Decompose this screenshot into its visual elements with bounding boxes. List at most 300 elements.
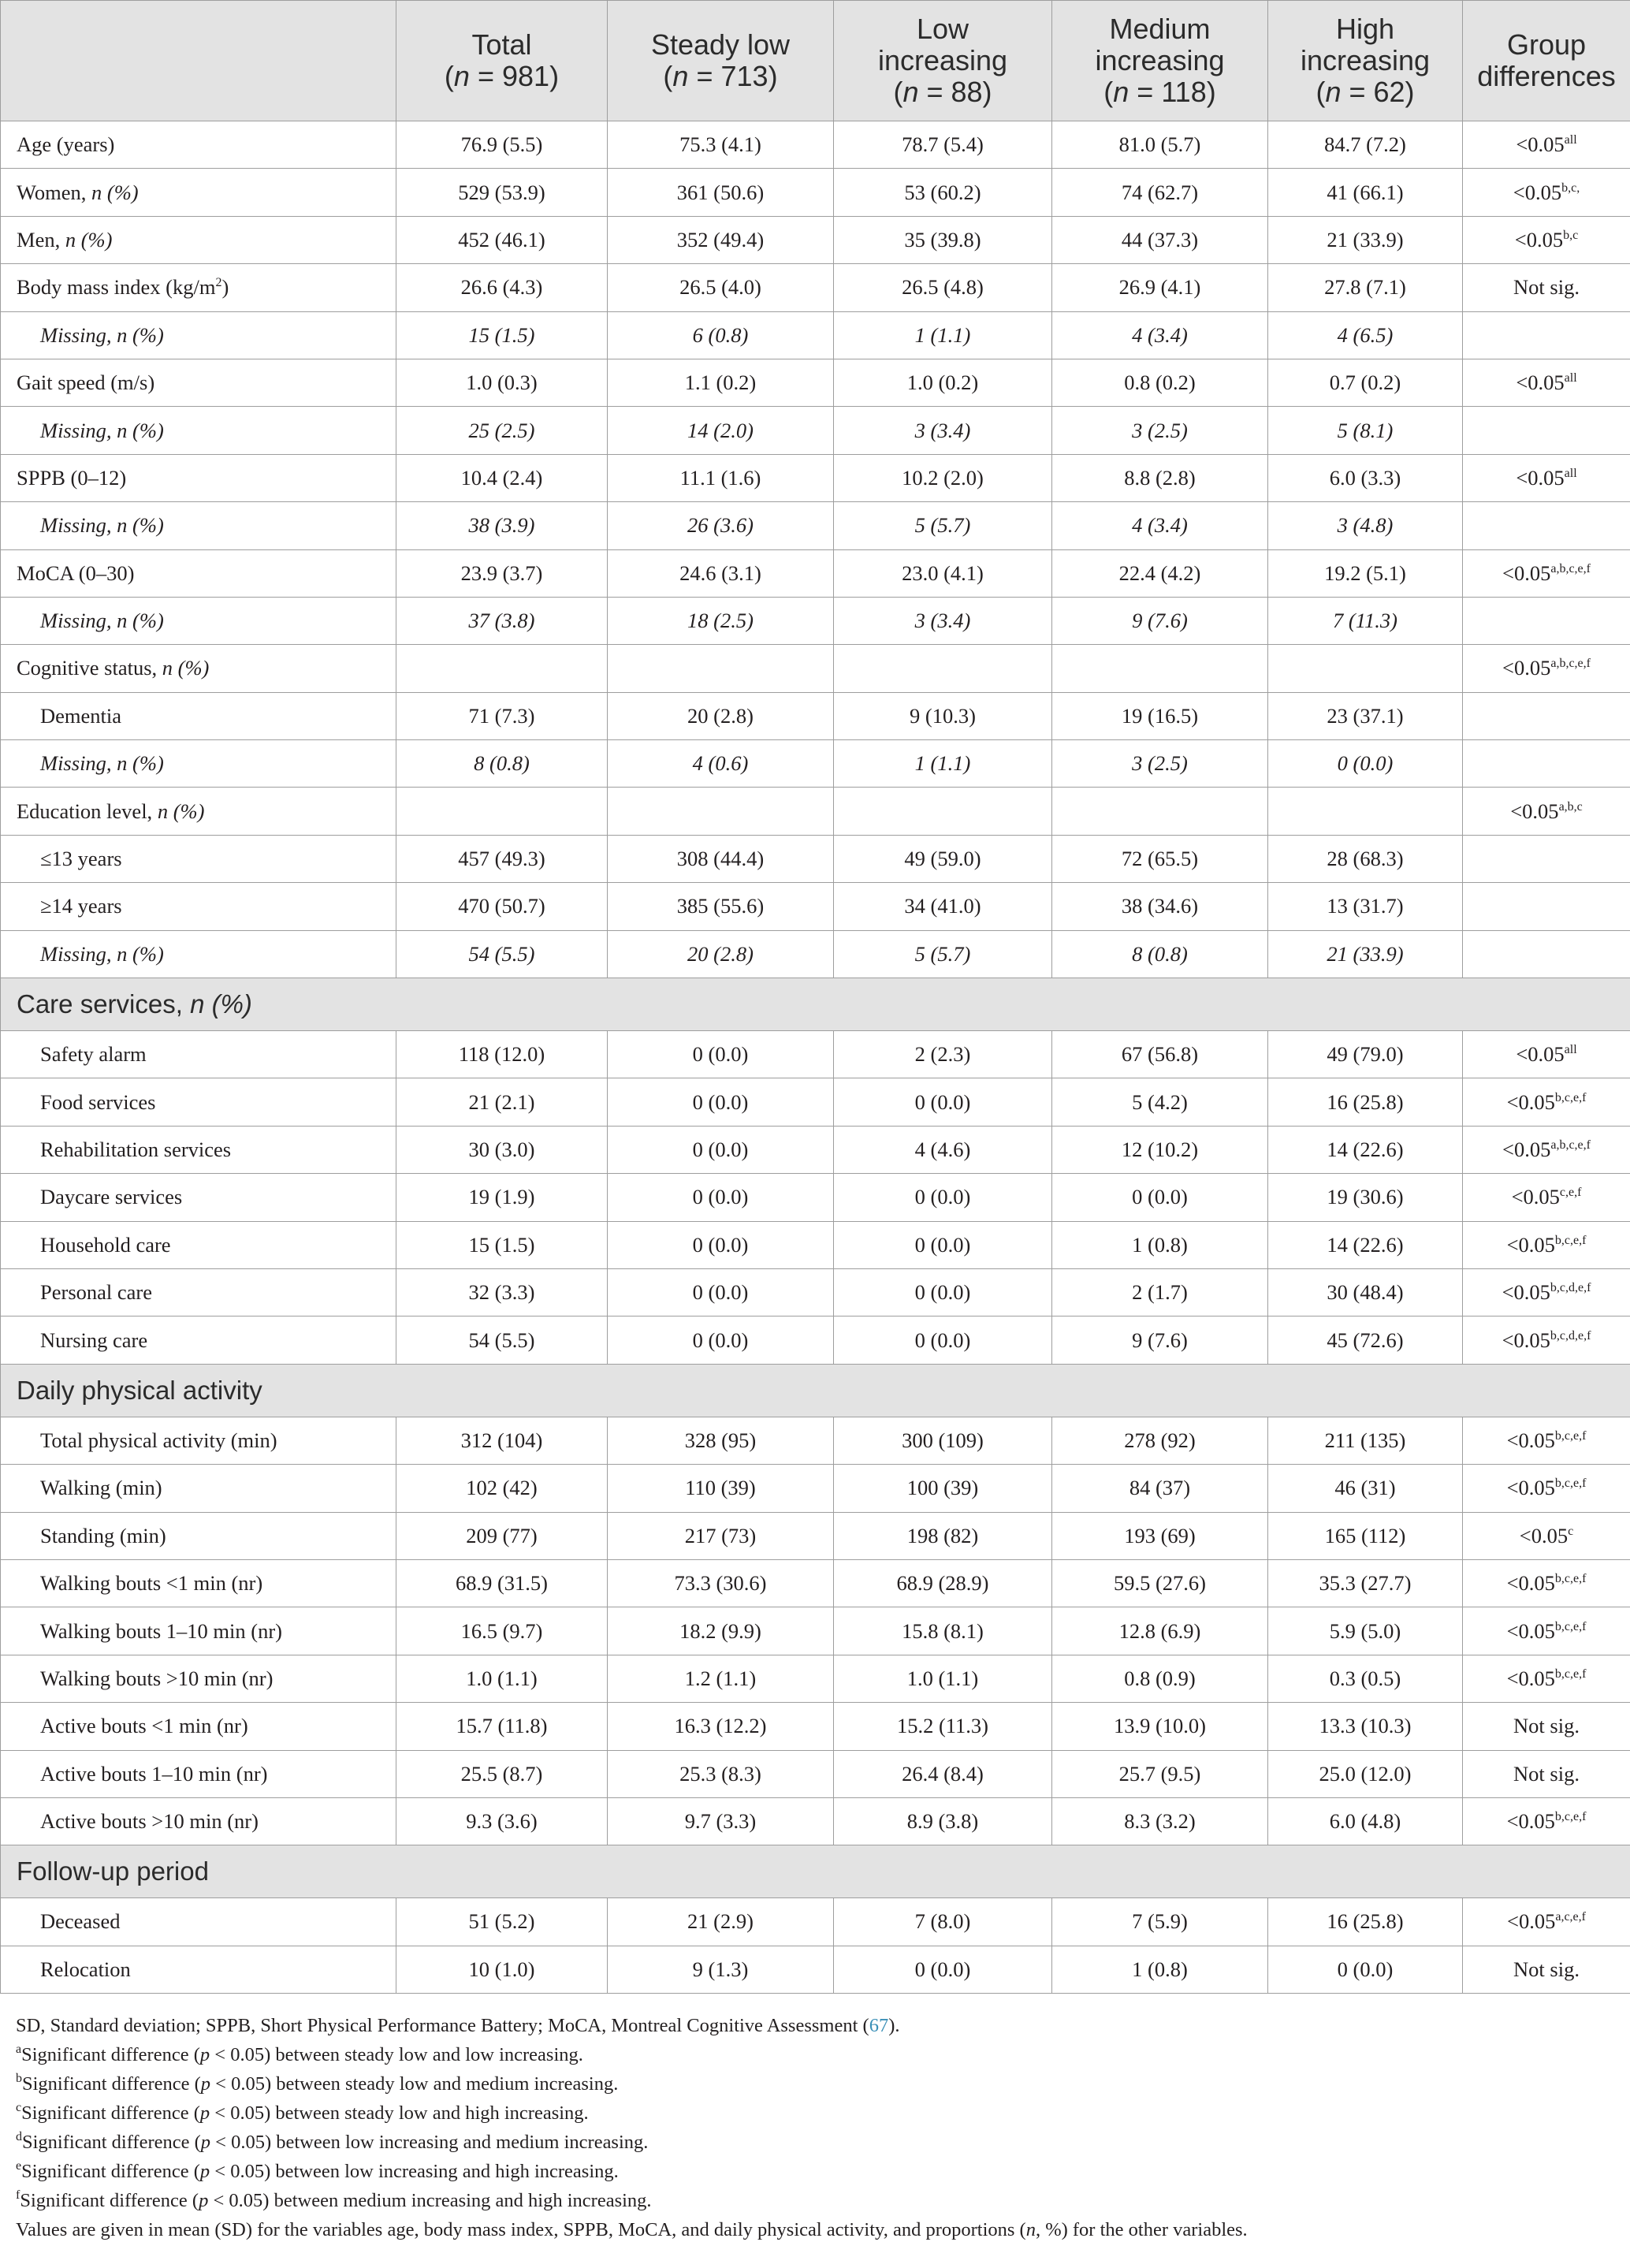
significance-marker: b,c,e,f	[1554, 1090, 1587, 1104]
cell-steady-low: 217 (73)	[608, 1512, 834, 1559]
cell-total	[396, 645, 608, 692]
cell-high-increasing: 0 (0.0)	[1268, 1946, 1463, 1993]
table-row	[1, 1126, 1630, 1173]
cell-medium-increasing	[1052, 645, 1268, 692]
significance-marker: c	[1568, 1524, 1574, 1538]
cell-total: 30 (3.0)	[396, 1126, 608, 1173]
cell-group-differences: Not sig.	[1463, 264, 1630, 311]
cell-medium-increasing	[1052, 788, 1268, 835]
row-label: Walking (min)	[1, 1465, 396, 1512]
cell-medium-increasing: 2 (1.7)	[1052, 1268, 1268, 1316]
cell-total: 118 (12.0)	[396, 1031, 608, 1078]
row-label: ≥14 years	[1, 883, 396, 930]
table-row	[1, 1607, 1630, 1655]
cell-low-increasing: 78.7 (5.4)	[834, 121, 1052, 169]
cell-steady-low: 1.1 (0.2)	[608, 359, 834, 406]
cell-group-differences	[1463, 930, 1630, 978]
cell-medium-increasing: 25.7 (9.5)	[1052, 1750, 1268, 1797]
table-row	[1, 1797, 1630, 1845]
table-row	[1, 1512, 1630, 1559]
cell-medium-increasing: 278 (92)	[1052, 1417, 1268, 1464]
cell-steady-low: 18 (2.5)	[608, 597, 834, 644]
cell-total: 209 (77)	[396, 1512, 608, 1559]
cell-low-increasing: 1.0 (1.1)	[834, 1655, 1052, 1702]
cell-group-differences: $<0.05^{b,c,d,e,f}$	[1463, 1268, 1630, 1316]
row-label: Active bouts <1 min (nr)	[1, 1703, 396, 1750]
cell-high-increasing: 14 (22.6)	[1268, 1126, 1463, 1173]
cell-high-increasing: 211 (135)	[1268, 1417, 1463, 1464]
cell-medium-increasing: 59.5 (27.6)	[1052, 1559, 1268, 1607]
cell-total: 68.9 (31.5)	[396, 1559, 608, 1607]
cell-steady-low: 385 (55.6)	[608, 883, 834, 930]
cell-high-increasing: 45 (72.6)	[1268, 1316, 1463, 1364]
cell-low-increasing: 15.8 (8.1)	[834, 1607, 1052, 1655]
significance-marker: b,c,e,f	[1554, 1619, 1587, 1633]
header-low-increasing: Low increasing (n = 88)	[834, 1, 1052, 121]
cell-group-differences: $<0.05^{all}$	[1463, 454, 1630, 501]
cell-group-differences	[1463, 502, 1630, 549]
cell-medium-increasing: 22.4 (4.2)	[1052, 549, 1268, 597]
cell-group-differences: $<0.05^{all}$	[1463, 359, 1630, 406]
row-label: Deceased	[1, 1898, 396, 1946]
row-label: Total physical activity (min)	[1, 1417, 396, 1464]
table-row	[1, 502, 1630, 549]
cell-total: 54 (5.5)	[396, 930, 608, 978]
cell-high-increasing: 5.9 (5.0)	[1268, 1607, 1463, 1655]
cell-steady-low	[608, 788, 834, 835]
cell-medium-increasing: 74 (62.7)	[1052, 169, 1268, 216]
cell-medium-increasing: 5 (4.2)	[1052, 1078, 1268, 1126]
cell-low-increasing: 9 (10.3)	[834, 692, 1052, 739]
cell-group-differences: $<0.05^{b,c}$	[1463, 216, 1630, 263]
cell-group-differences: <0.05$^c$	[1463, 1512, 1630, 1559]
cell-low-increasing: 3 (3.4)	[834, 597, 1052, 644]
cell-low-increasing: 5 (5.7)	[834, 502, 1052, 549]
table-row	[1, 454, 1630, 501]
row-label: Personal care	[1, 1268, 396, 1316]
cell-low-increasing: 26.5 (4.8)	[834, 264, 1052, 311]
cell-total: 15.7 (11.8)	[396, 1703, 608, 1750]
cell-steady-low: 0 (0.0)	[608, 1031, 834, 1078]
cell-steady-low: 26.5 (4.0)	[608, 264, 834, 311]
cell-medium-increasing: 3 (2.5)	[1052, 407, 1268, 454]
cell-high-increasing: 28 (68.3)	[1268, 835, 1463, 882]
cell-steady-low: 0 (0.0)	[608, 1126, 834, 1173]
cell-low-increasing: 7 (8.0)	[834, 1898, 1052, 1946]
cell-total: 10.4 (2.4)	[396, 454, 608, 501]
cell-low-increasing: 3 (3.4)	[834, 407, 1052, 454]
cell-low-increasing: 8.9 (3.8)	[834, 1797, 1052, 1845]
cell-high-increasing: 16 (25.8)	[1268, 1898, 1463, 1946]
cell-medium-increasing: 0 (0.0)	[1052, 1174, 1268, 1221]
cell-total: 1.0 (0.3)	[396, 359, 608, 406]
significance-marker: all	[1564, 1043, 1577, 1057]
row-label: SPPB (0–12)	[1, 454, 396, 501]
cell-high-increasing	[1268, 788, 1463, 835]
cell-low-increasing: 35 (39.8)	[834, 216, 1052, 263]
cell-low-increasing: 53 (60.2)	[834, 169, 1052, 216]
cell-group-differences: $<0.05^{a,c,e,f}$	[1463, 1898, 1630, 1946]
cell-group-differences: $<0.05^{b,c,}$	[1463, 169, 1630, 216]
cell-group-differences: $<0.05^{a,b,c,e,f}$	[1463, 549, 1630, 597]
cell-steady-low: 1.2 (1.1)	[608, 1655, 834, 1702]
cell-steady-low: 21 (2.9)	[608, 1898, 834, 1946]
row-label: MoCA (0–30)	[1, 549, 396, 597]
cell-total: 15 (1.5)	[396, 311, 608, 359]
header-steady-low: Steady low (n = 713)	[608, 1, 834, 121]
significance-note: $^c$Significant difference (p < 0.05) between steady low and high increasing.	[16, 2101, 589, 2125]
cell-steady-low: 9.7 (3.3)	[608, 1797, 834, 1845]
cell-group-differences	[1463, 407, 1630, 454]
cell-group-differences	[1463, 692, 1630, 739]
header-medium-increasing: Medium increasing (n = 118)	[1052, 1, 1268, 121]
row-label: Men, n (%)	[1, 216, 396, 263]
row-label: Active bouts 1–10 min (nr)	[1, 1750, 396, 1797]
table-row	[1, 597, 1630, 644]
table-row	[1, 1750, 1630, 1797]
section-title: Care services, n (%)	[1, 978, 1630, 1031]
cell-group-differences	[1463, 311, 1630, 359]
table-row	[1, 216, 1630, 263]
significance-note: $^a$Significant difference (p < 0.05) between steady low and low increasing.	[16, 2043, 583, 2066]
cell-high-increasing: 165 (112)	[1268, 1512, 1463, 1559]
cell-high-increasing: 6.0 (4.8)	[1268, 1797, 1463, 1845]
cell-group-differences: $<0.05^{b,c,e,f}$	[1463, 1559, 1630, 1607]
cell-steady-low: 16.3 (12.2)	[608, 1703, 834, 1750]
cell-medium-increasing: 8.3 (3.2)	[1052, 1797, 1268, 1845]
cell-group-differences: $<0.05^{b,c,d,e,f}$	[1463, 1316, 1630, 1364]
significance-marker: b,c,e,f	[1554, 1667, 1587, 1681]
cell-total: 19 (1.9)	[396, 1174, 608, 1221]
cell-high-increasing: 35.3 (27.7)	[1268, 1559, 1463, 1607]
cell-medium-increasing: 13.9 (10.0)	[1052, 1703, 1268, 1750]
cell-steady-low: 9 (1.3)	[608, 1946, 834, 1993]
cell-steady-low: 26 (3.6)	[608, 502, 834, 549]
cell-total: 16.5 (9.7)	[396, 1607, 608, 1655]
row-label: Active bouts >10 min (nr)	[1, 1797, 396, 1845]
cell-steady-low: 4 (0.6)	[608, 740, 834, 788]
row-label: Standing (min)	[1, 1512, 396, 1559]
cell-low-increasing	[834, 645, 1052, 692]
cell-total: 452 (46.1)	[396, 216, 608, 263]
cell-group-differences: $<0.05^{c,e,f}$	[1463, 1174, 1630, 1221]
row-label: Rehabilitation services	[1, 1126, 396, 1173]
cell-group-differences	[1463, 597, 1630, 644]
cell-medium-increasing: 19 (16.5)	[1052, 692, 1268, 739]
table-row	[1, 645, 1630, 692]
section-header-care	[1, 978, 1630, 1031]
cell-total: 15 (1.5)	[396, 1221, 608, 1268]
significance-marker: all	[1564, 371, 1577, 385]
table-row	[1, 1898, 1630, 1946]
table-row	[1, 1946, 1630, 1993]
cell-low-increasing: 1.0 (0.2)	[834, 359, 1052, 406]
table-row	[1, 1078, 1630, 1126]
row-label: Missing, n (%)	[1, 407, 396, 454]
cell-medium-increasing: 67 (56.8)	[1052, 1031, 1268, 1078]
cell-low-increasing: 5 (5.7)	[834, 930, 1052, 978]
cell-steady-low: 6 (0.8)	[608, 311, 834, 359]
cell-high-increasing: 84.7 (7.2)	[1268, 121, 1463, 169]
cell-low-increasing	[834, 788, 1052, 835]
table-row	[1, 692, 1630, 739]
cell-high-increasing: 5 (8.1)	[1268, 407, 1463, 454]
cell-high-increasing: 19.2 (5.1)	[1268, 549, 1463, 597]
cell-group-differences: $<0.05^{b,c,e,f}$	[1463, 1797, 1630, 1845]
cell-steady-low: 0 (0.0)	[608, 1268, 834, 1316]
significance-marker: a,b,c,e,f	[1550, 1138, 1591, 1152]
significance-marker: a,b,c,e,f	[1550, 561, 1591, 575]
significance-marker: all	[1564, 133, 1577, 147]
significance-marker: b,c,e,f	[1554, 1428, 1587, 1443]
cell-total: 10 (1.0)	[396, 1946, 608, 1993]
significance-marker: b,c,e,f	[1554, 1233, 1587, 1247]
cell-group-differences: $<0.05^{all}$	[1463, 1031, 1630, 1078]
cell-low-increasing: 300 (109)	[834, 1417, 1052, 1464]
table-row	[1, 1268, 1630, 1316]
cell-medium-increasing: 0.8 (0.9)	[1052, 1655, 1268, 1702]
significance-marker: a,b,c,e,f	[1550, 657, 1591, 671]
cell-steady-low: 14 (2.0)	[608, 407, 834, 454]
significance-notes	[16, 2040, 1630, 2215]
cell-low-increasing: 100 (39)	[834, 1465, 1052, 1512]
cell-total: 23.9 (3.7)	[396, 549, 608, 597]
cell-medium-increasing: 12.8 (6.9)	[1052, 1607, 1268, 1655]
cell-low-increasing: 0 (0.0)	[834, 1946, 1052, 1993]
values-note: Values are given in mean (SD) for the variables age, body mass index, SPPB, MoCA, and daily physical activity, and proportions (n, %) for the other variables.	[16, 2219, 1248, 2241]
row-label: Missing, n (%)	[1, 311, 396, 359]
table-row	[1, 1174, 1630, 1221]
cell-steady-low: 352 (49.4)	[608, 216, 834, 263]
cell-low-increasing: 0 (0.0)	[834, 1221, 1052, 1268]
table-row	[1, 740, 1630, 788]
cell-high-increasing: 0 (0.0)	[1268, 740, 1463, 788]
row-label: Food services	[1, 1078, 396, 1126]
cell-medium-increasing: 81.0 (5.7)	[1052, 121, 1268, 169]
cell-medium-increasing: 84 (37)	[1052, 1465, 1268, 1512]
cell-high-increasing: 16 (25.8)	[1268, 1078, 1463, 1126]
section-title: Follow-up period	[1, 1845, 1630, 1898]
row-label: Daycare services	[1, 1174, 396, 1221]
cell-high-increasing: 21 (33.9)	[1268, 216, 1463, 263]
cell-high-increasing: 21 (33.9)	[1268, 930, 1463, 978]
significance-marker: a,c,e,f	[1555, 1910, 1586, 1924]
table-row	[1, 549, 1630, 597]
table-row	[1, 121, 1630, 169]
cell-steady-low: 73.3 (30.6)	[608, 1559, 834, 1607]
row-label: Missing, n (%)	[1, 930, 396, 978]
cell-low-increasing: 0 (0.0)	[834, 1078, 1052, 1126]
row-label: Safety alarm	[1, 1031, 396, 1078]
cell-steady-low: 110 (39)	[608, 1465, 834, 1512]
table-row	[1, 359, 1630, 406]
reference-link[interactable]: 67	[869, 2015, 889, 2037]
cell-medium-increasing: 1 (0.8)	[1052, 1946, 1268, 1993]
significance-marker: a,b,c	[1558, 799, 1583, 814]
cell-high-increasing: 3 (4.8)	[1268, 502, 1463, 549]
cell-high-increasing: 0.3 (0.5)	[1268, 1655, 1463, 1702]
row-label: Education level, n (%)	[1, 788, 396, 835]
cell-total	[396, 788, 608, 835]
significance-marker: c,e,f	[1559, 1186, 1582, 1200]
cell-high-increasing: 4 (6.5)	[1268, 311, 1463, 359]
cell-steady-low: 0 (0.0)	[608, 1316, 834, 1364]
significance-marker: b,c,e,f	[1554, 1810, 1587, 1824]
header-row	[1, 1, 1630, 121]
cell-high-increasing: 27.8 (7.1)	[1268, 264, 1463, 311]
cell-steady-low: 18.2 (9.9)	[608, 1607, 834, 1655]
cell-group-differences: $<0.05^{b,c,e,f}$	[1463, 1078, 1630, 1126]
cell-medium-increasing: 9 (7.6)	[1052, 597, 1268, 644]
cell-steady-low	[608, 645, 834, 692]
table-row	[1, 311, 1630, 359]
cell-group-differences	[1463, 835, 1630, 882]
table-row	[1, 788, 1630, 835]
row-label: Household care	[1, 1221, 396, 1268]
cell-steady-low: 308 (44.4)	[608, 835, 834, 882]
cell-low-increasing: 10.2 (2.0)	[834, 454, 1052, 501]
cell-high-increasing: 6.0 (3.3)	[1268, 454, 1463, 501]
cell-total: 1.0 (1.1)	[396, 1655, 608, 1702]
cell-total: 37 (3.8)	[396, 597, 608, 644]
header-empty	[1, 1, 396, 121]
cell-low-increasing: 0 (0.0)	[834, 1316, 1052, 1364]
cell-high-increasing: 14 (22.6)	[1268, 1221, 1463, 1268]
row-label: Missing, n (%)	[1, 597, 396, 644]
cell-medium-increasing: 4 (3.4)	[1052, 502, 1268, 549]
table-row	[1, 1031, 1630, 1078]
row-label: Body mass index $(kg/m^2)$	[1, 264, 396, 311]
table-row	[1, 1703, 1630, 1750]
cell-group-differences: $<0.05^{b,c,e,f}$	[1463, 1417, 1630, 1464]
cell-group-differences: $<0.05^{b,c,e,f}$	[1463, 1221, 1630, 1268]
significance-marker: b,c,e,f	[1554, 1477, 1587, 1491]
row-label: Gait speed (m/s)	[1, 359, 396, 406]
cell-high-increasing: 13.3 (10.3)	[1268, 1703, 1463, 1750]
cell-low-increasing: 34 (41.0)	[834, 883, 1052, 930]
abbreviations-note: SD, Standard deviation; SPPB, Short Physical Performance Battery; MoCA, Montreal Cognitive Assessment (67).	[16, 2015, 900, 2037]
cell-high-increasing: 23 (37.1)	[1268, 692, 1463, 739]
cell-high-increasing: 25.0 (12.0)	[1268, 1750, 1463, 1797]
cell-group-differences: $<0.05^{a,b,c}$	[1463, 788, 1630, 835]
cell-low-increasing: 68.9 (28.9)	[834, 1559, 1052, 1607]
row-label: Walking bouts >10 min (nr)	[1, 1655, 396, 1702]
cell-low-increasing: 15.2 (11.3)	[834, 1703, 1052, 1750]
cell-total: 25.5 (8.7)	[396, 1750, 608, 1797]
table-row	[1, 407, 1630, 454]
cell-steady-low: 0 (0.0)	[608, 1174, 834, 1221]
section-header-activity	[1, 1364, 1630, 1417]
significance-note: $^e$Significant difference (p < 0.05) between low increasing and high increasing.	[16, 2159, 619, 2183]
cell-medium-increasing: 9 (7.6)	[1052, 1316, 1268, 1364]
cell-group-differences: Not sig.	[1463, 1703, 1630, 1750]
cell-high-increasing	[1268, 645, 1463, 692]
significance-marker: all	[1564, 466, 1577, 480]
cell-total: 71 (7.3)	[396, 692, 608, 739]
cell-medium-increasing: 38 (34.6)	[1052, 883, 1268, 930]
table-row	[1, 1655, 1630, 1702]
significance-marker: b,c,	[1561, 181, 1580, 195]
cell-total: 457 (49.3)	[396, 835, 608, 882]
cell-total: 21 (2.1)	[396, 1078, 608, 1126]
cell-low-increasing: 49 (59.0)	[834, 835, 1052, 882]
cell-total: 312 (104)	[396, 1417, 608, 1464]
significance-note: $^b$Significant difference (p < 0.05) between steady low and medium increasing.	[16, 2072, 619, 2095]
cell-low-increasing: 0 (0.0)	[834, 1268, 1052, 1316]
cell-total: 470 (50.7)	[396, 883, 608, 930]
cell-group-differences	[1463, 883, 1630, 930]
cell-group-differences: $<0.05^{all}$	[1463, 121, 1630, 169]
cell-group-differences: $<0.05^{b,c,e,f}$	[1463, 1465, 1630, 1512]
row-label: Dementia	[1, 692, 396, 739]
section-title: Daily physical activity	[1, 1364, 1630, 1417]
cell-medium-increasing: 3 (2.5)	[1052, 740, 1268, 788]
cell-total: 102 (42)	[396, 1465, 608, 1512]
cell-group-differences: $<0.05^{a,b,c,e,f}$	[1463, 645, 1630, 692]
row-label: Relocation	[1, 1946, 396, 1993]
cell-total: 25 (2.5)	[396, 407, 608, 454]
cell-steady-low: 328 (95)	[608, 1417, 834, 1464]
row-label: Walking bouts <1 min (nr)	[1, 1559, 396, 1607]
cell-low-increasing: 0 (0.0)	[834, 1174, 1052, 1221]
cell-high-increasing: 7 (11.3)	[1268, 597, 1463, 644]
table-row	[1, 1221, 1630, 1268]
table-footnotes	[0, 1994, 1630, 2244]
row-label: Missing, n (%)	[1, 502, 396, 549]
cell-high-increasing: 49 (79.0)	[1268, 1031, 1463, 1078]
cell-steady-low: 75.3 (4.1)	[608, 121, 834, 169]
cell-total: 9.3 (3.6)	[396, 1797, 608, 1845]
significance-note: $^f$Significant difference (p < 0.05) between medium increasing and high increasing.	[16, 2188, 652, 2212]
cell-steady-low: 20 (2.8)	[608, 930, 834, 978]
cell-group-differences: Not sig.	[1463, 1750, 1630, 1797]
row-label: ≤13 years	[1, 835, 396, 882]
cell-medium-increasing: 193 (69)	[1052, 1512, 1268, 1559]
header-total: Total (n = 981)	[396, 1, 608, 121]
cell-low-increasing: 1 (1.1)	[834, 740, 1052, 788]
cell-medium-increasing: 44 (37.3)	[1052, 216, 1268, 263]
significance-marker: b,c,d,e,f	[1550, 1328, 1591, 1343]
cell-medium-increasing: 8 (0.8)	[1052, 930, 1268, 978]
cell-medium-increasing: 4 (3.4)	[1052, 311, 1268, 359]
cell-medium-increasing: 26.9 (4.1)	[1052, 264, 1268, 311]
cell-high-increasing: 46 (31)	[1268, 1465, 1463, 1512]
row-label: Women, n (%)	[1, 169, 396, 216]
cell-low-increasing: 26.4 (8.4)	[834, 1750, 1052, 1797]
cell-total: 32 (3.3)	[396, 1268, 608, 1316]
cell-high-increasing: 30 (48.4)	[1268, 1268, 1463, 1316]
cell-medium-increasing: 8.8 (2.8)	[1052, 454, 1268, 501]
cell-total: 8 (0.8)	[396, 740, 608, 788]
row-label: Cognitive status, n (%)	[1, 645, 396, 692]
cell-steady-low: 25.3 (8.3)	[608, 1750, 834, 1797]
table-row	[1, 264, 1630, 311]
cell-low-increasing: 2 (2.3)	[834, 1031, 1052, 1078]
cell-total: 76.9 (5.5)	[396, 121, 608, 169]
cell-low-increasing: 198 (82)	[834, 1512, 1052, 1559]
cell-steady-low: 361 (50.6)	[608, 169, 834, 216]
table-row	[1, 169, 1630, 216]
row-label: Age (years)	[1, 121, 396, 169]
cell-high-increasing: 19 (30.6)	[1268, 1174, 1463, 1221]
cell-high-increasing: 41 (66.1)	[1268, 169, 1463, 216]
table-row	[1, 1316, 1630, 1364]
cell-medium-increasing: 1 (0.8)	[1052, 1221, 1268, 1268]
significance-marker: b,c	[1563, 228, 1579, 242]
header-high-increasing: High increasing (n = 62)	[1268, 1, 1463, 121]
significance-marker: b,c,e,f	[1554, 1572, 1587, 1586]
cell-medium-increasing: 12 (10.2)	[1052, 1126, 1268, 1173]
